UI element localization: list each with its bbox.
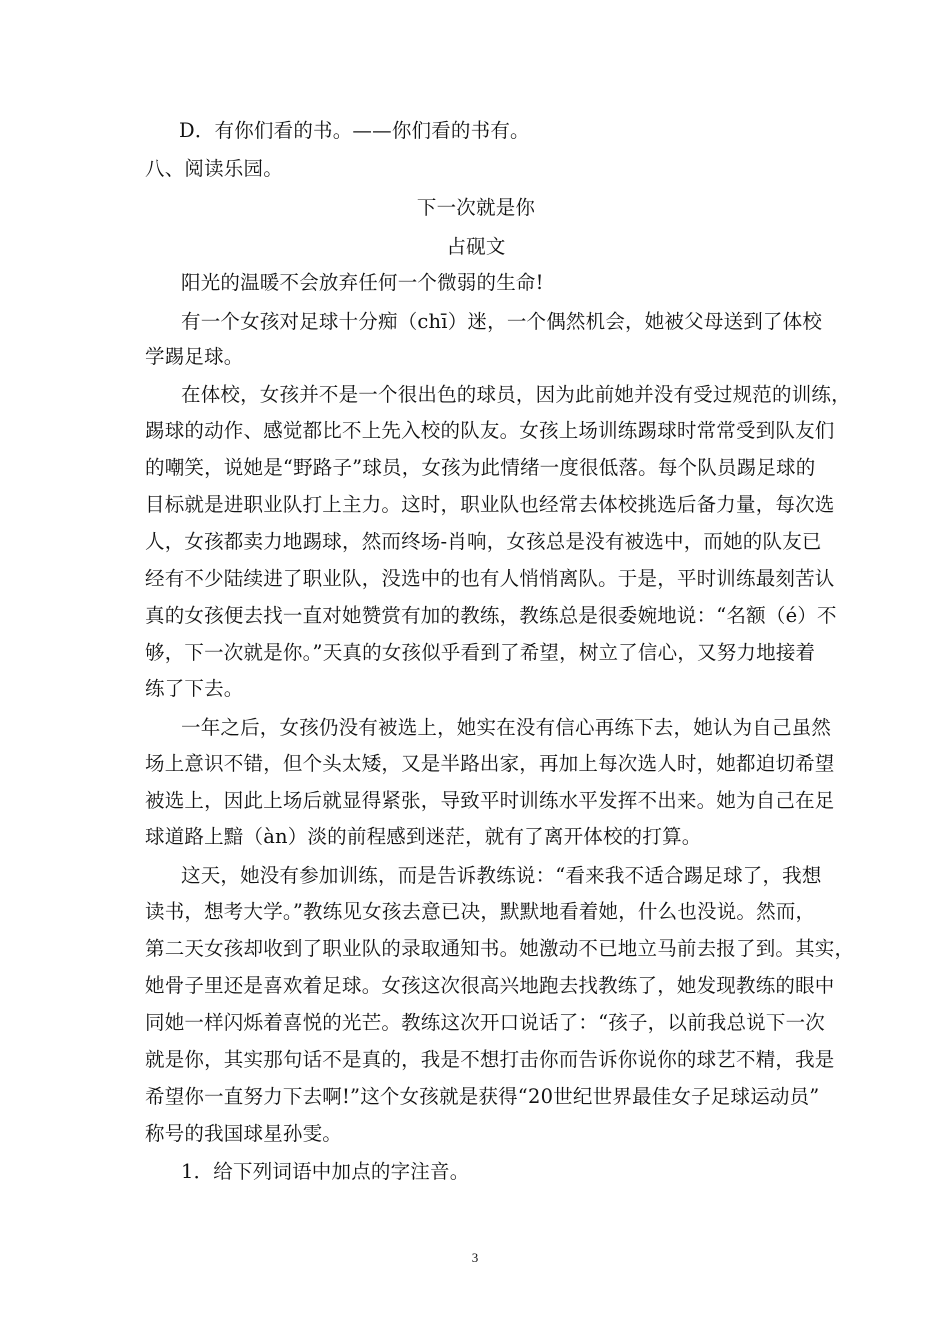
- paragraph-line: 踢球的动作、感觉都比不上先入校的队友。女孩上场训练踢球时常常受到队友们: [145, 419, 835, 442]
- article-author: 占砚文: [446, 235, 506, 258]
- paragraph-line: 阳光的温暖不会放弃任何一个微弱的生命!: [181, 271, 544, 294]
- page-number: 3: [471, 1250, 479, 1265]
- paragraph-line: 经有不少陆续进了职业队，没选中的也有人悄悄离队。于是，平时训练最刻苦认: [145, 567, 835, 590]
- paragraph-line: 希望你一直努力下去啊!”这个女孩就是获得“20世纪世界最佳女子足球运动员”: [145, 1085, 820, 1108]
- section-heading: 八、阅读乐园。: [145, 157, 283, 180]
- option-d: D．有你们看的书。——你们看的书有。: [179, 119, 530, 142]
- paragraph-line: 第二天女孩却收到了职业队的录取通知书。她激动不已地立马前去报了到。其实，: [145, 937, 855, 960]
- paragraph-line: 人，女孩都卖力地踢球，然而终场-肖响，女孩总是没有被选中，而她的队友已: [145, 530, 822, 553]
- paragraph-line: 被选上，因此上场后就显得紧张，导致平时训练水平发挥不出来。她为自己在足: [145, 789, 835, 812]
- paragraph-line: 练了下去。: [145, 677, 244, 700]
- paragraph-line: 的嘲笑，说她是“野路子”球员，女孩为此情绪一度很低落。每个队员踢足球的: [145, 456, 816, 479]
- paragraph-line: 真的女孩便去找一直对她赞赏有加的教练，教练总是很委婉地说：“名额（é）不: [145, 604, 837, 627]
- question-1: 1．给下列词语中加点的字注音。: [181, 1160, 470, 1183]
- paragraph-line: 有一个女孩对足球十分痴（chī）迷，一个偶然机会，她被父母送到了体校: [181, 310, 823, 333]
- paragraph-line: 她骨子里还是喜欢着足球。女孩这次很高兴地跑去找教练了，她发现教练的眼中: [145, 974, 835, 997]
- paragraph-line: 学踢足球。: [145, 345, 244, 368]
- paragraph-line: 目标就是进职业队打上主力。这时，职业队也经常去体校挑选后备力量，每次选: [145, 493, 835, 516]
- paragraph-line: 场上意识不错，但个头太矮，又是半路出家，再加上每次选人时，她都迫切希望: [145, 752, 835, 775]
- paragraph-line: 一年之后，女孩仍没有被选上，她实在没有信心再练下去，她认为自己虽然: [181, 716, 832, 739]
- paragraph-line: 这天，她没有参加训练，而是告诉教练说：“看来我不适合踢足球了，我想: [181, 864, 822, 887]
- paragraph-line: 球道路上黯（àn）淡的前程感到迷茫，就有了离开体校的打算。: [145, 825, 702, 848]
- paragraph-line: 称号的我国球星孙雯。: [145, 1122, 343, 1145]
- paragraph-line: 够，下一次就是你。”天真的女孩似乎看到了希望，树立了信心，又努力地接着: [145, 641, 816, 664]
- article-title: 下一次就是你: [416, 196, 536, 219]
- paragraph-line: 就是你，其实那句话不是真的，我是不想打击你而告诉你说你的球艺不精，我是: [145, 1048, 835, 1071]
- paragraph-line: 读书，想考大学。”教练见女孩去意已决，默默地看着她，什么也没说。然而，: [145, 900, 816, 923]
- paragraph-line: 同她一样闪烁着喜悦的光芒。教练这次开口说话了：“孩子，以前我总说下一次: [145, 1011, 825, 1034]
- paragraph-line: 在体校，女孩并不是一个很出色的球员，因为此前她并没有受过规范的训练，: [181, 383, 851, 406]
